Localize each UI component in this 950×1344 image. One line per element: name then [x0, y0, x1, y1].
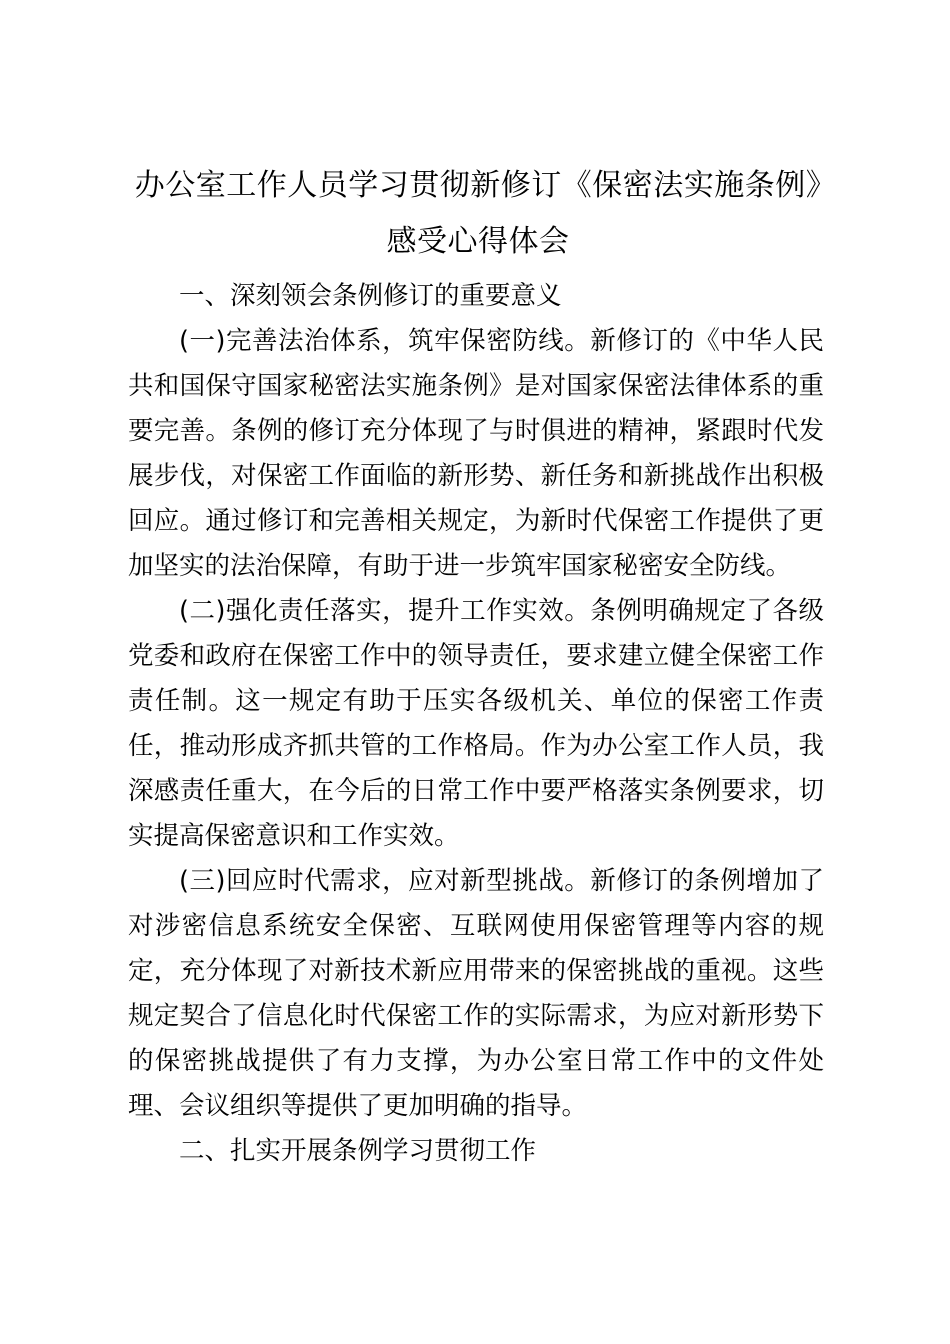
- section-heading-2: 二、扎实开展条例学习贯彻工作: [179, 1136, 537, 1166]
- paragraph-2: (二)强化责任落实，提升工作实效。条例明确规定了各级党委和政府在保密工作中的领导责任，要求建立健全保密工作责任制。这一规定有助于压实各级机关、单位的保密工作责任，推动形成齐抓共管的工作格局。作为办公室工作人员，我深感责任重大，在今后的日常工作中要严格落实条例要求，切实提高保密意识和工作实效。: [128, 596, 824, 851]
- document-body: [128, 274, 824, 1174]
- paragraph-3: (三)回应时代需求，应对新型挑战。新修订的条例增加了对涉密信息系统安全保密、互联网使用保密管理等内容的规定，充分体现了对新技术新应用带来的保密挑战的重视。这些规定契合了信息化时代保密工作的实际需求，为应对新形势下的保密挑战提供了有力支撑，为办公室日常工作中的文件处理、会议组织等提供了更加明确的指导。: [128, 866, 824, 1121]
- document-title: 办公室工作人员学习贯彻新修订《保密法实施条例》感受心得体会: [134, 168, 822, 259]
- paragraph-1: (一)完善法治体系，筑牢保密防线。新修订的《中华人民共和国保守国家秘密法实施条例》是对国家保密法律体系的重要完善。条例的修订充分体现了与时俱进的精神，紧跟时代发展步伐，对保密工作面临的新形势、新任务和新挑战作出积极回应。通过修订和完善相关规定，为新时代保密工作提供了更加坚实的法治保障，有助于进一步筑牢国家秘密安全防线。: [128, 326, 824, 581]
- section-heading-1: 一、深刻领会条例修订的重要意义: [179, 281, 562, 311]
